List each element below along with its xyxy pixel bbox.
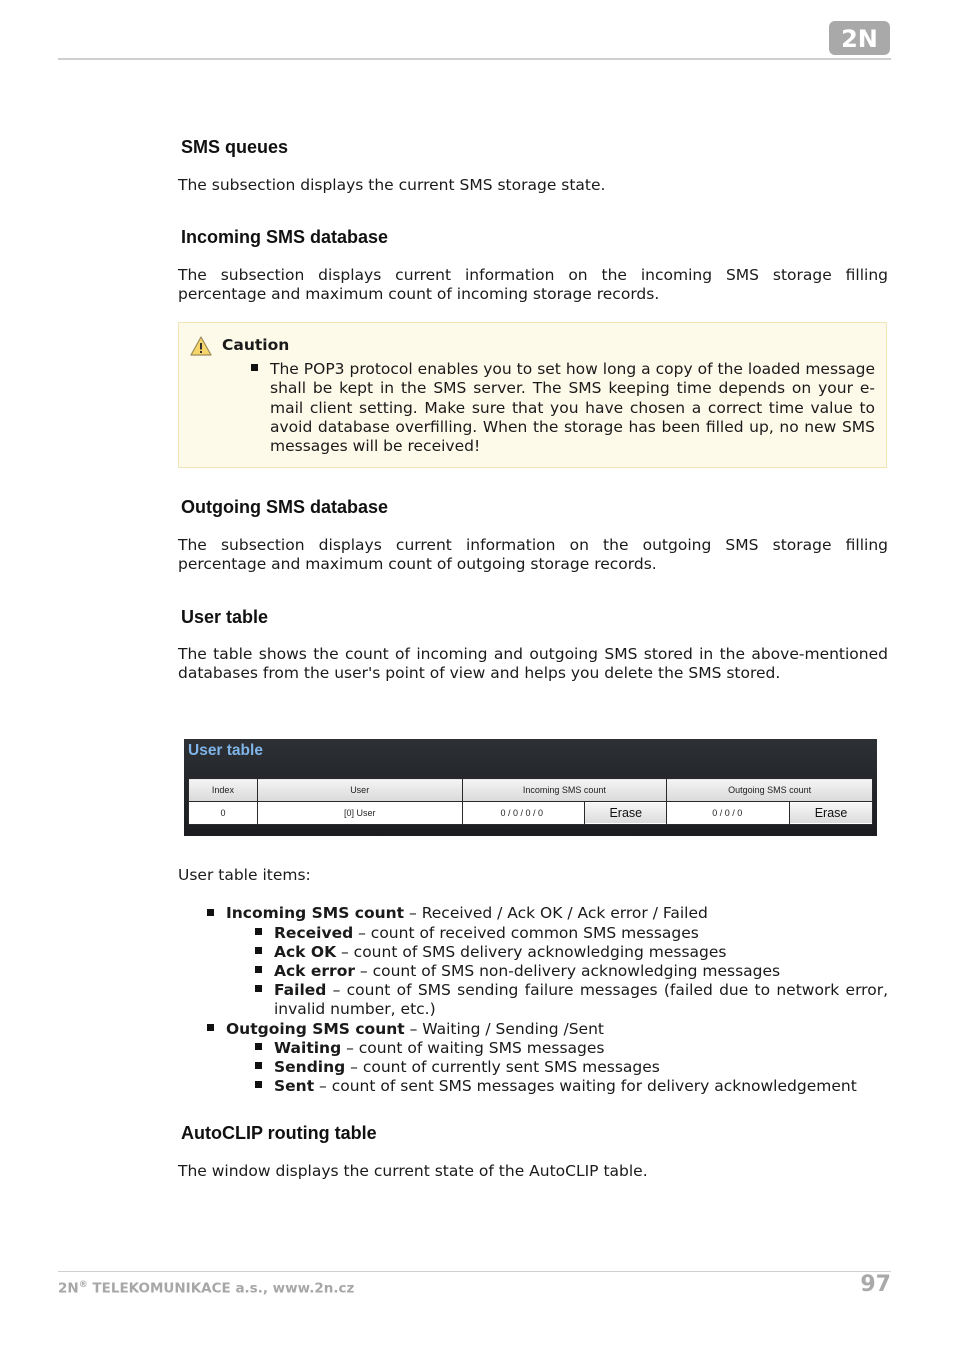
- bullet-icon: [255, 928, 262, 935]
- erase-incoming-button[interactable]: Erase: [585, 803, 666, 823]
- warning-icon: [190, 336, 212, 356]
- caution-title: Caution: [222, 336, 290, 354]
- paragraph-sms-queues: The subsection displays the current SMS storage state.: [178, 176, 606, 194]
- paragraph-outgoing-sms-database: The subsection displays current information on the outgoing SMS storage filling percentage and maximum count of outgoing storage records.: [178, 536, 888, 574]
- bullet-icon: [251, 364, 258, 371]
- bullet-icon: [207, 909, 214, 916]
- bullet-icon: [255, 966, 262, 973]
- paragraph-incoming-sms-database: The subsection displays current information on the incoming SMS storage filling percentage and maximum count of incoming storage records.: [178, 266, 888, 304]
- bullet-icon: [207, 1024, 214, 1031]
- paragraph-user-table: The table shows the count of incoming and outgoing SMS stored in the above-mentioned databases from the user's point of view and helps you delete the SMS stored.: [178, 645, 888, 683]
- list-item: Ack error – count of SMS non-delivery acknowledging messages: [274, 962, 781, 980]
- list-item: Outgoing SMS count – Waiting / Sending /Sent: [226, 1020, 604, 1038]
- cell-user: [0] User: [257, 802, 462, 825]
- header-divider: [58, 58, 891, 60]
- list-item: Received – count of received common SMS messages: [274, 924, 699, 942]
- footer-company: 2N® TELEKOMUNIKACE a.s., www.2n.cz: [58, 1280, 355, 1297]
- heading-outgoing-sms-database: Outgoing SMS database: [181, 497, 389, 517]
- list-item: Waiting – count of waiting SMS messages: [274, 1039, 605, 1057]
- svg-text:2N: 2N: [841, 25, 878, 53]
- caution-text: The POP3 protocol enables you to set how long a copy of the loaded message shall be kept in the SMS server. The SMS keeping time depends on your e-mail client setting. Make sure that you have chosen a correct time value to avoid database overfilling. When the storage has been filled up, no new SMS messages will be received!: [270, 360, 875, 456]
- cell-index: 0: [189, 802, 258, 825]
- items-intro: User table items:: [178, 866, 311, 884]
- heading-sms-queues: SMS queues: [181, 137, 289, 157]
- list-item: Ack OK – count of SMS delivery acknowledging messages: [274, 943, 727, 961]
- erase-outgoing-button[interactable]: Erase: [790, 803, 872, 823]
- column-header-outgoing-sms-count: Outgoing SMS count: [667, 779, 873, 802]
- column-header-user: User: [257, 779, 462, 802]
- cell-incoming-erase: [585, 802, 667, 825]
- page-number: 97: [860, 1272, 891, 1297]
- list-item: Failed – count of SMS sending failure messages (failed due to network error, invalid number, etc.): [274, 981, 888, 1019]
- bullet-icon: [255, 1062, 262, 1069]
- column-header-index: Index: [189, 779, 258, 802]
- user-table-panel-title: User table: [188, 742, 263, 759]
- user-table: [188, 778, 873, 825]
- brand-logo: [828, 20, 891, 56]
- heading-incoming-sms-database: Incoming SMS database: [181, 227, 389, 247]
- heading-user-table: User table: [181, 607, 269, 627]
- cell-incoming-count: 0 / 0 / 0 / 0: [462, 802, 585, 825]
- column-header-incoming-sms-count: Incoming SMS count: [462, 779, 667, 802]
- cell-outgoing-erase: [790, 802, 873, 825]
- bullet-icon: [255, 1081, 262, 1088]
- list-item: Sent – count of sent SMS messages waiting for delivery acknowledgement: [274, 1077, 857, 1095]
- bullet-icon: [255, 985, 262, 992]
- paragraph-autoclip-routing-table: The window displays the current state of the AutoCLIP table.: [178, 1162, 648, 1180]
- list-item: Incoming SMS count – Received / Ack OK / Ack error / Failed: [226, 904, 708, 922]
- table-header-row: [189, 779, 873, 802]
- cell-outgoing-count: 0 / 0 / 0: [667, 802, 790, 825]
- heading-autoclip-routing-table: AutoCLIP routing table: [181, 1123, 377, 1143]
- footer-divider: [58, 1271, 891, 1272]
- list-item: Sending – count of currently sent SMS messages: [274, 1058, 660, 1076]
- bullet-icon: [255, 947, 262, 954]
- table-row: [189, 802, 873, 825]
- bullet-icon: [255, 1043, 262, 1050]
